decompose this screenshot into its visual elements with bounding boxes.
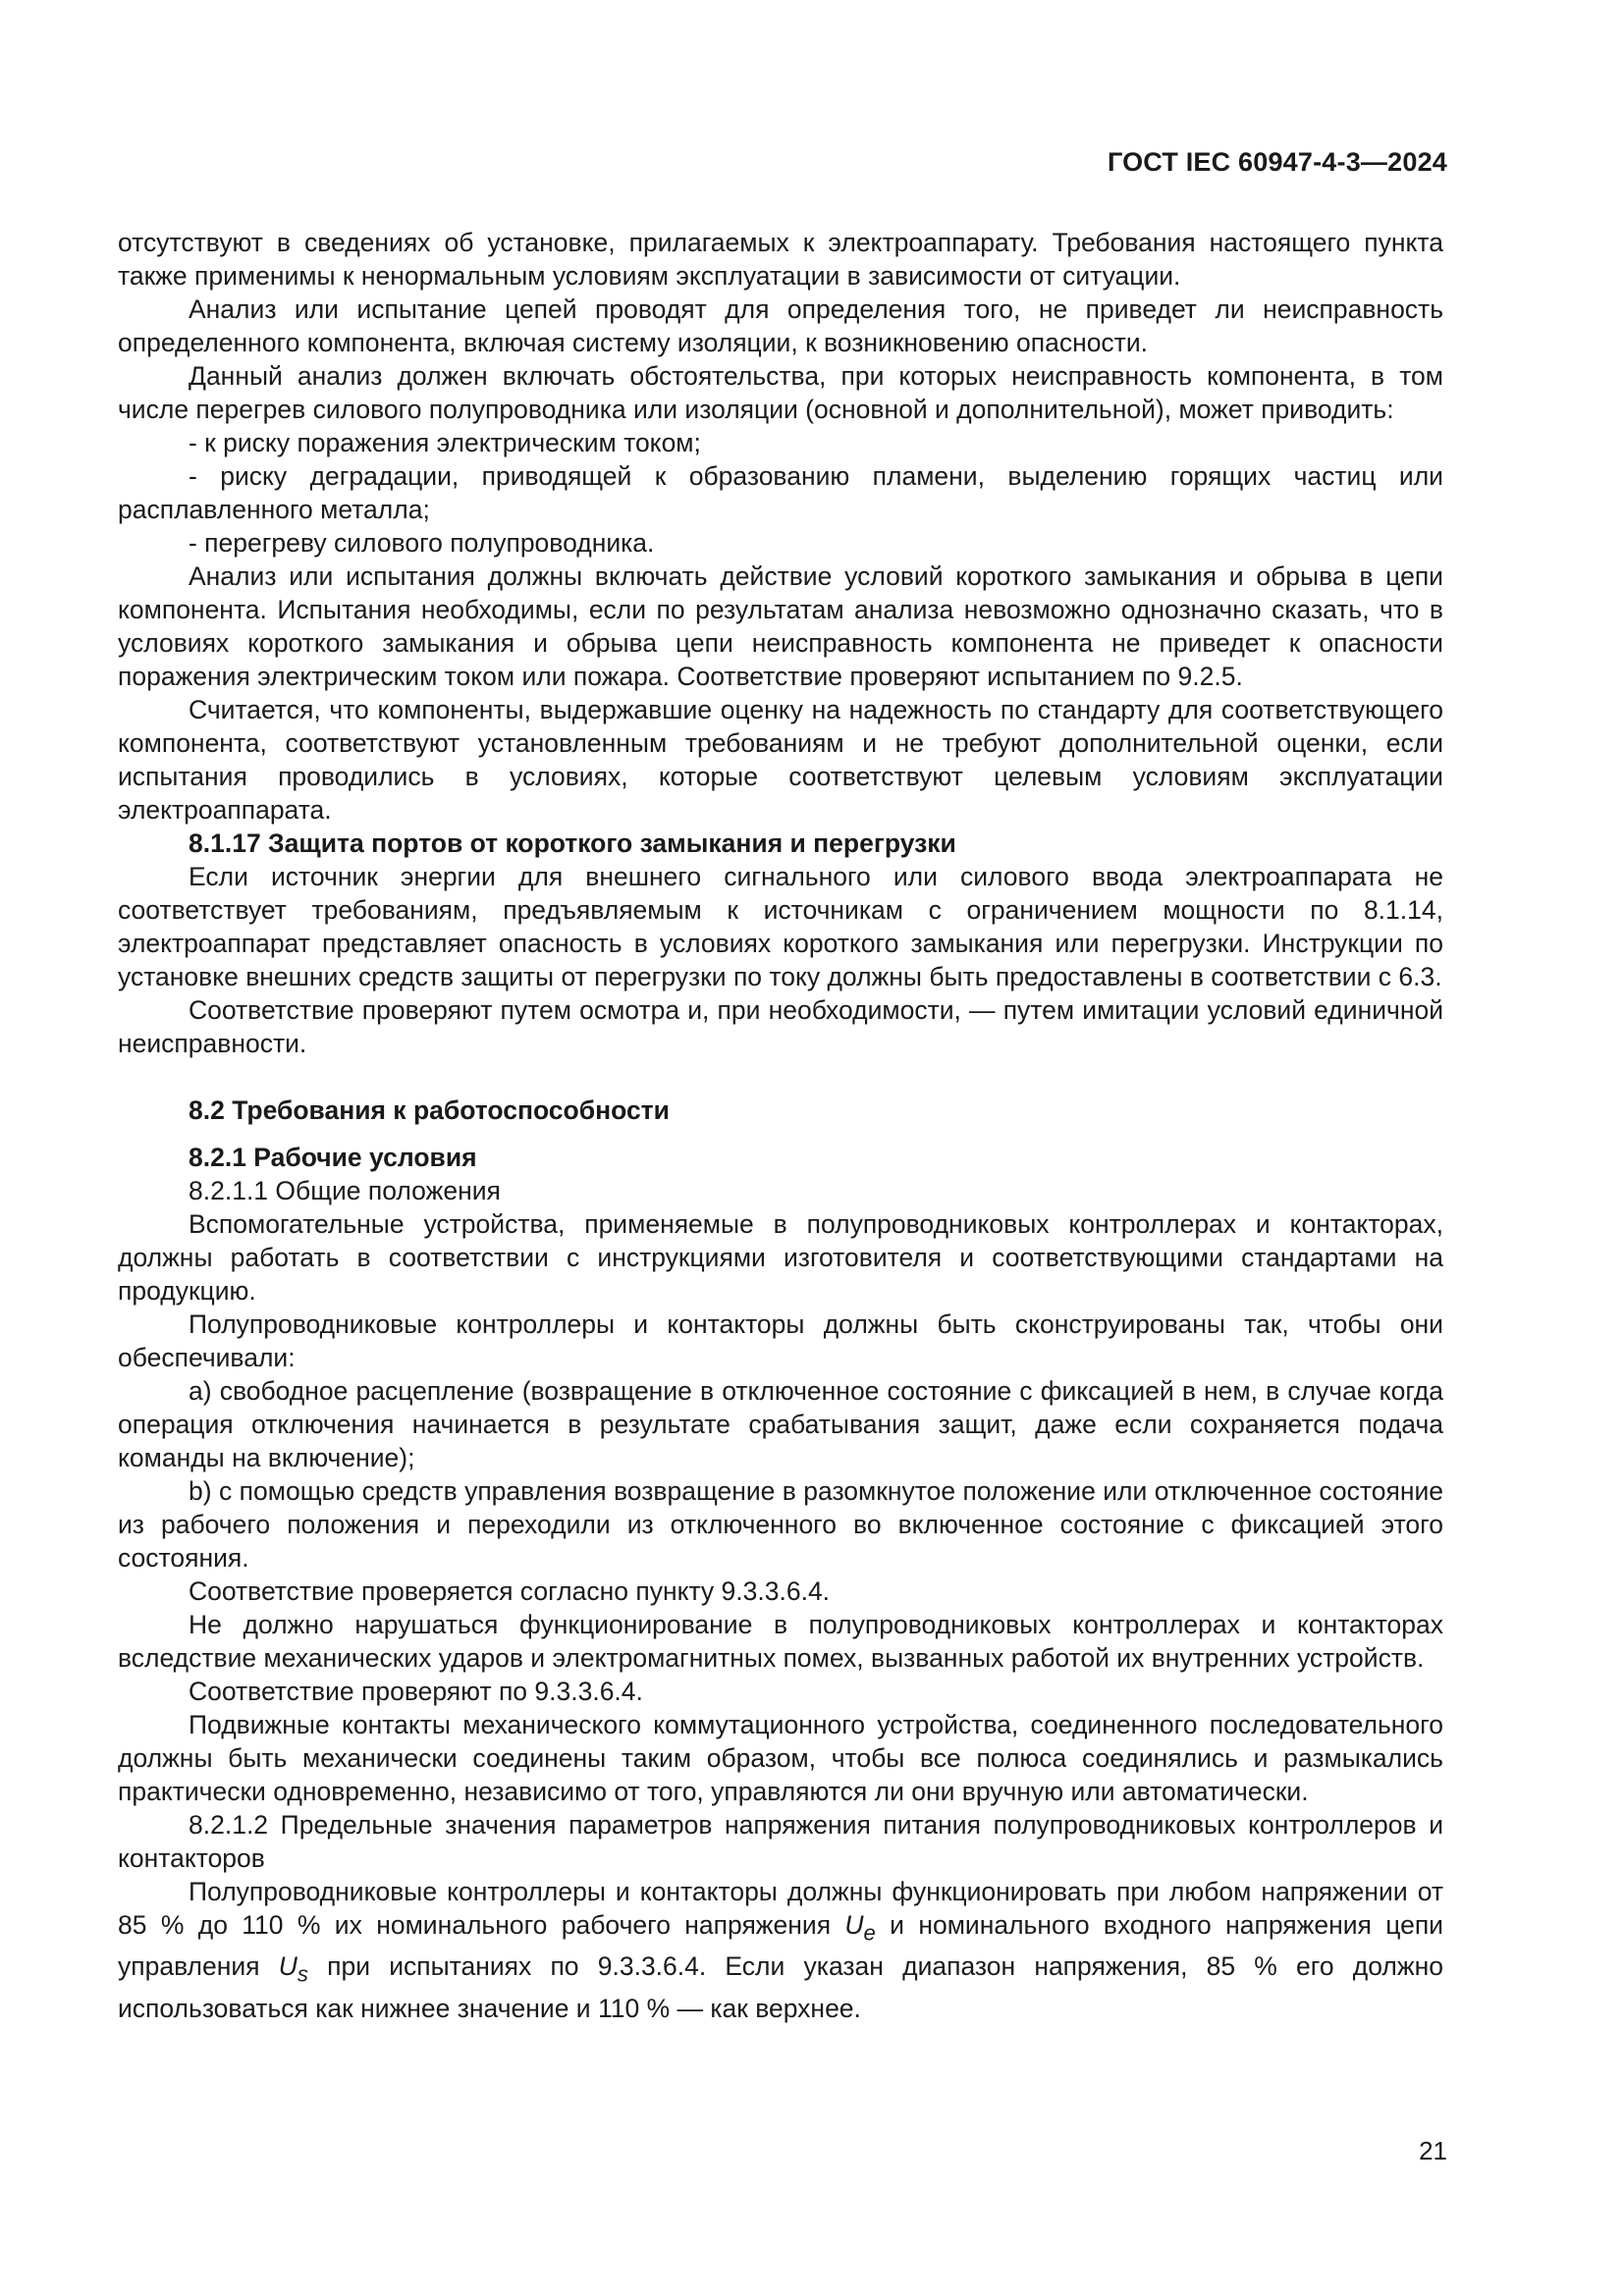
- list-item: - перегреву силового полупроводника.: [189, 528, 655, 558]
- paragraph: Подвижные контакты механического коммутационного устройства, соединенного последовательного должны быть механически соединены таким образом, чтобы все полюса соединялись и размыкались практически одновременно, независимо от того, управляются ли они вручную или автоматически.: [118, 1710, 1443, 1806]
- subsection-title-8-2-1-1: 8.2.1.1 Общие положения: [189, 1176, 501, 1205]
- section-heading-8-1-17: 8.1.17 Защита портов от короткого замыкания и перегрузки: [189, 828, 956, 858]
- rated-operational-voltage-symbol: U: [844, 1910, 864, 1940]
- page-number: 21: [1419, 2136, 1447, 2165]
- list-item: a) свободное расцепление (возвращение в отключенное состояние с фиксацией в нем, в случае когда операция отключения начинается в результате срабатывания защит, даже если сохраняется подача команды на включение);: [118, 1376, 1443, 1472]
- section-heading-8-2-1: 8.2.1 Рабочие условия: [189, 1143, 477, 1172]
- text-run: Полупроводниковые контроллеры и контакторы должны функционировать при любом напряжении от 85 % до 110 % их номинального рабочего напряжения: [118, 1877, 1443, 1940]
- paragraph: Соответствие проверяют по 9.3.3.6.4.: [189, 1677, 643, 1706]
- paragraph: отсутствуют в сведениях об установке, прилагаемых к электроаппарату. Требования настоящего пункта также применимы к ненормальным условиям эксплуатации в зависимости от ситуации.: [118, 228, 1443, 291]
- subsection-title-8-2-1-2: 8.2.1.2 Предельные значения параметров напряжения питания полупроводниковых контроллеров и контакторов: [118, 1810, 1443, 1873]
- voltage-subscript-s: s: [297, 1961, 308, 1987]
- paragraph: Если источник энергии для внешнего сигнального или силового ввода электроаппарата не соответствует требованиям, предъявляемым к источникам с ограничением мощности по 8.1.14, электроаппарат представляет опасность в условиях короткого замыкания или перегрузки. Инструкции по установке внешних средств защиты от перегрузки по току должны быть предоставлены в соответствии с 6.3.: [118, 862, 1443, 991]
- paragraph: Анализ или испытание цепей проводят для определения того, не приведет ли неисправность определенного компонента, включая систему изоляции, к возникновению опасности.: [118, 294, 1443, 357]
- paragraph: Вспомогательные устройства, применяемые в полупроводниковых контроллерах и контакторах, должны работать в соответствии с инструкциями изготовителя и соответствующими стандартами на продукцию.: [118, 1209, 1443, 1306]
- paragraph: Анализ или испытания должны включать действие условий короткого замыкания и обрыва в цепи компонента. Испытания необходимы, если по результатам анализа невозможно однозначно сказать, что в условиях короткого замыкания и обрыва цепи неисправность компонента не приведет к опасности поражения электрическим током или пожара. Соответствие проверяют испытанием по 9.2.5.: [118, 561, 1443, 691]
- page-body: [118, 226, 1443, 2025]
- list-item: - к риску поражения электрическим током;: [189, 428, 701, 457]
- voltage-subscript-e: e: [863, 1920, 876, 1946]
- paragraph: Соответствие проверяют путем осмотра и, при необходимости, — путем имитации условий единичной неисправности.: [118, 995, 1443, 1058]
- paragraph: Соответствие проверяется согласно пункту 9.3.3.6.4.: [189, 1576, 831, 1606]
- paragraph: Данный анализ должен включать обстоятельства, при которых неисправность компонента, в том числе перегрев силового полупроводника или изоляции (основной и дополнительной), может приводить:: [118, 361, 1443, 424]
- paragraph: Не должно нарушаться функционирование в полупроводниковых контроллерах и контакторах вследствие механических ударов и электромагнитных помех, вызванных работой их внутренних устройств.: [118, 1610, 1443, 1673]
- section-heading-8-2: 8.2 Требования к работоспособности: [189, 1095, 670, 1125]
- paragraph-voltage-limits: [118, 1875, 1443, 2025]
- list-item: - риску деградации, приводящей к образованию пламени, выделению горящих частиц или расплавленного металла;: [118, 461, 1443, 524]
- list-item: b) с помощью средств управления возвращение в разомкнутое положение или отключенное состояние из рабочего положения и переходили из отключенного во включенное состояние с фиксацией этого состояния.: [118, 1476, 1443, 1573]
- text-run: и номинального входного напряжения цепи управления: [118, 1910, 1443, 1982]
- text-run: при испытаниях по 9.3.3.6.4. Если указан диапазон напряжения, 85 % его должно использоваться как нижнее значение и 110 % — как верхнее.: [118, 1951, 1443, 2023]
- paragraph: Полупроводниковые контроллеры и контакторы должны быть сконструированы так, чтобы они обеспечивали:: [118, 1309, 1443, 1372]
- control-supply-voltage-symbol: U: [278, 1951, 298, 1982]
- document-standard-header: ГОСТ IEC 60947-4-3—2024: [1107, 147, 1447, 177]
- paragraph: Считается, что компоненты, выдержавшие оценку на надежность по стандарту для соответствующего компонента, соответствуют установленным требованиям и не требуют дополнительной оценки, если испытания проводились в условиях, которые соответствуют целевым условиям эксплуатации электроаппарата.: [118, 695, 1443, 825]
